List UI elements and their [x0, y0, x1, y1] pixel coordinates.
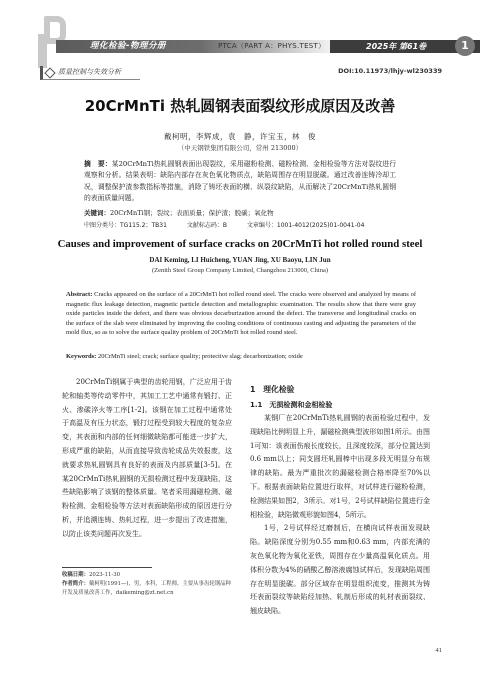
title-english: Causes and improvement of surface cracks on 20CrMnTi hot rolled round steel [57, 238, 423, 250]
subsection-heading: 1.1 无损检测和金相检验 [250, 401, 333, 409]
document-code: 文献标志码：B [186, 222, 227, 229]
received-label: 收稿日期： [62, 572, 89, 578]
author-bio: 戴柯明(1991—)，男，本科，工程师，主要从事齿轮钢品种开发及质量改善工作，daikeming@zt.net.cn [62, 581, 231, 596]
body-paragraph: 某钢厂在20CrMnTi热轧圆钢的表面检验过程中，发现缺陷比例明显上升，漏磁检测典型波形如图1所示。由图1可知：该表面伤痕长度较长，且深度较深，部分位置达到0.6 mm以上；同支圆坯轧圆棒中出现多段无明显分布规律的缺陷。最为严重批次的漏磁检测合格率降至70%以下。根据表面缺陷位置进行取样，对试样进行磁粉检测，检测结果如图2，3所示。对1号，2号试样缺陷位置进行金相检验，缺陷微观形貌如图4，5所示。 [250, 414, 430, 519]
section-label: 质量控制与失效分析 [58, 68, 121, 76]
keywords-english-text: 20CrMnTi steel; crack; surface quality; protective slag; decarbonization; oxide [97, 353, 303, 360]
article-number: 文章编号：1001-4012(2025)01-0041-04 [246, 222, 365, 229]
issue-number: 1 [461, 39, 469, 52]
body-right-column [250, 376, 430, 619]
received-date-line [62, 571, 232, 580]
keywords-english [66, 353, 416, 360]
doi: DOI:10.11973/lhjy-wl230339 [338, 67, 442, 75]
authors-chinese: 戴柯明，李辉成，袁 静，许宝玉，林 俊 [164, 132, 316, 141]
authors-english: DAI Keming, LI Huicheng, YUAN Jing, XU Baoyu, LIN Jun [149, 256, 331, 264]
title-chinese: 20CrMnTi 热轧圆钢表面裂纹形成原因及改善 [84, 97, 396, 115]
abstract-chinese-text: 某20CrMnTi热轧圆钢表面出现裂纹，采用磁粉检测、磁粉检测、金相检验等方法对裂纹进行观察和分析。结果表明：缺陷内部存在灰色氧化物质点，缺陷周围存在明显脱碳。通过改善连铸冷却工况，调整保护渣参数指标等措施，消除了铸坯表面的横、纵裂纹缺陷，从而解决了20CrMnTi热轧圆钢的表面质量问题。 [84, 160, 396, 202]
affiliation-chinese: （中天钢铁集团有限公司，常州 213000） [177, 144, 303, 152]
abstract-chinese-label: 摘 要： [84, 160, 112, 168]
keywords-chinese [84, 208, 396, 217]
section-heading: 1 理化检验 [250, 385, 295, 394]
journal-part: PTCA（PART A：PHYS.TEST） [218, 42, 326, 50]
abstract-chinese [84, 159, 396, 204]
page-number: 41 [435, 647, 442, 654]
author-bio-line [62, 580, 232, 598]
abstract-english [66, 290, 416, 338]
classification-row [84, 220, 396, 229]
issue-badge [455, 36, 475, 56]
received-date: 2023-11-30 [88, 572, 121, 578]
year-volume: 2025年 第61卷 [366, 42, 427, 51]
abstract-english-text: Cracks appeared on the surface of a 20CrMnTi hot rolled round steel. The cracks were observed and analyzed by means of magnetic flux leakage detection, magnetic particle detection and metallographic examination. The results show that there were gray oxide particles inside the defect, and there was obvious decarburization around the defect. The transverse and longitudinal cracks on the surface of the slab were eliminated by improving the cooling conditions of continuous casting and adjusting the parameters of the mold flux, so as to solve the surface quality problem of 20CrMnTi hot rolled round steel. [66, 291, 417, 337]
body-paragraph: 1号，2号试样经过磨制后，在横向试样表面发现缺陷。缺陷深度分别为0.55 mm和0.63 mm，内部充满的灰色氧化物为氧化亚铁，周围存在少量高温氧化质点。用体积分数为4%的硝酸乙醇溶液腐蚀试样后，发现缺陷周围存在明显脱碳。部分区域存在明显组织流变，推测其为铸坯表面裂纹等缺陷经加热、轧制后形成的轧材表面裂纹、翘皮缺陷。 [250, 524, 430, 616]
author-bio-label: 作者简介： [62, 581, 89, 587]
footnote [62, 571, 232, 598]
footnote-rule [62, 567, 152, 568]
abstract-english-label: Abstract: [66, 291, 93, 298]
keywords-english-label: Keywords: [66, 353, 97, 360]
clc-number: 中图分类号：TG115.2；TB31 [84, 222, 167, 229]
keywords-chinese-label: 关键词： [84, 209, 110, 217]
body-left-column [62, 376, 232, 542]
keywords-chinese-text: 20CrMnTi钢；裂纹；表面质量；保护渣；脱碳；氧化物 [110, 209, 274, 217]
intro-paragraph: 20CrMnTi钢属于典型的齿轮用钢，广泛应用于齿轮和轴类等传动零件中，其加工工艺中通常有锻打、正火、渗碳淬火等工序[1-2]。该钢在加工过程中通常处于高温及有压力状态，锻打过程受到较大程度的复杂应变，其表面和内部的任何细微缺陷都可能进一步扩大，形成严重的缺陷，从而直接导致齿轮成品失效报废，这就要求热轧圆钢具有良好的表面及内部质量[3-5]。在某20CrMnTi热轧圆钢的无损检测过程中发现缺陷，这些缺陷影响了该钢的整体质量。笔者采用漏磁检测、磁粉检测、金相检验等方法对表面缺陷形成的原因进行分析，并追溯连铸、热轧过程，进一步提出了改进措施，以防止该类问题再次发生。 [62, 378, 232, 538]
affiliation-english: (Zenith Steel Group Company Limited, Changzhou 213000, China) [151, 267, 328, 274]
journal-name: 理化检验-物理分册 [90, 41, 167, 51]
